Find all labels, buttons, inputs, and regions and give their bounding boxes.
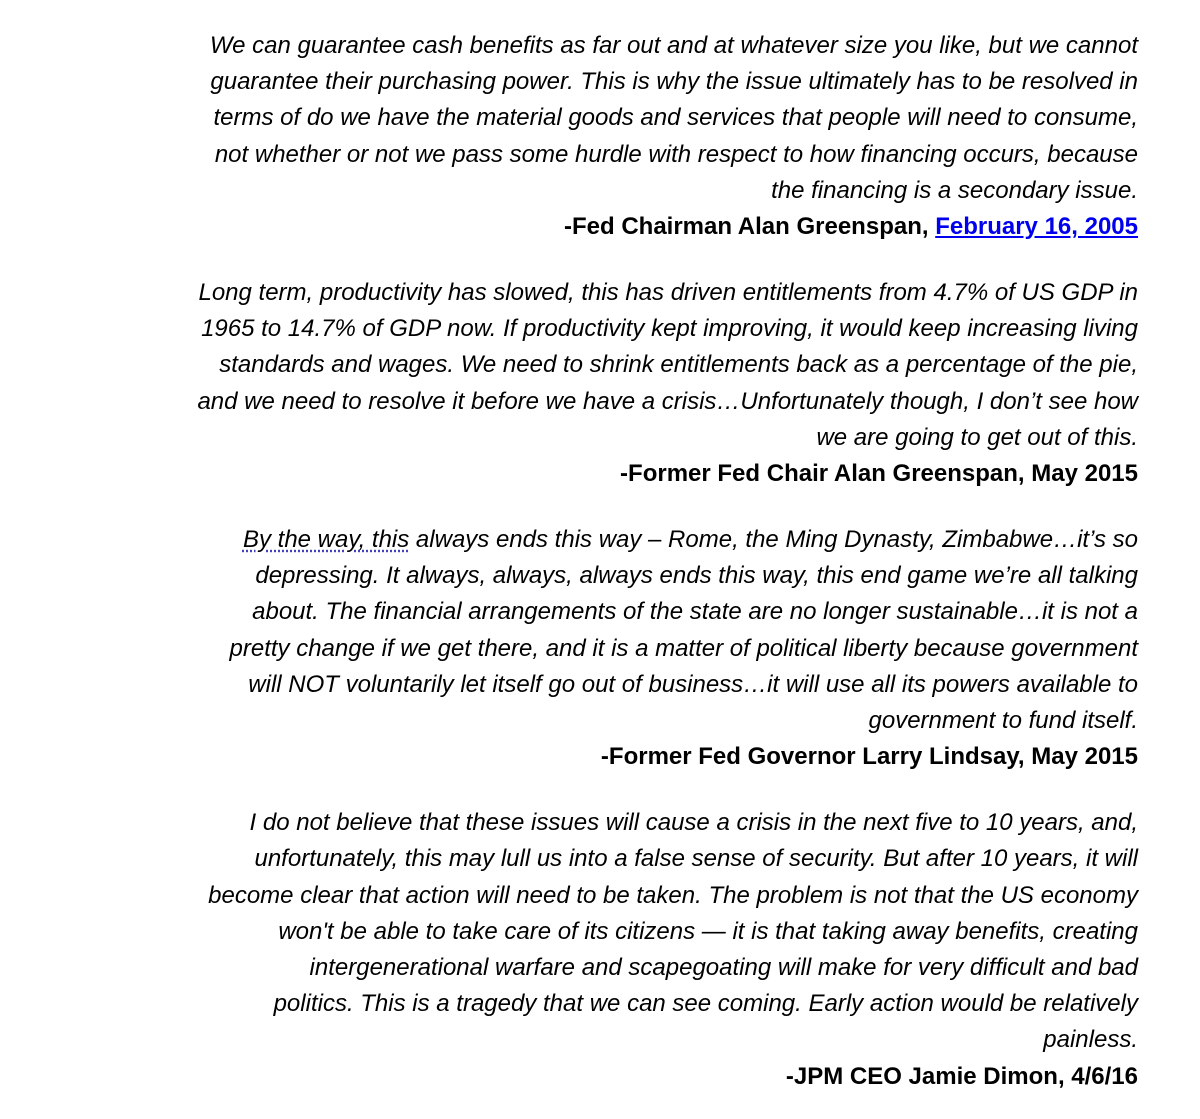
- quote-text: [40, 28, 1138, 209]
- quote-line: We can guarantee cash benefits as far out and at whatever size you like, but we cannot: [209, 32, 1138, 59]
- quote-line: will NOT voluntarily let itself go out of business…it will use all its powers available to: [248, 670, 1138, 698]
- attribution: -Former Fed Chair Alan Greenspan, May 2015: [620, 460, 1138, 488]
- quote-greenspan-2005: [40, 28, 1138, 245]
- quote-lindsay-2015: [40, 522, 1138, 775]
- quote-line: depressing. It always, always, always ends this way, this end game we’re all talking: [255, 562, 1138, 590]
- quote-line: unfortunately, this may lull us into a false sense of security. But after 10 years, it will: [254, 845, 1138, 873]
- quote-line: terms of do we have the material goods and services that people will need to consume,: [213, 104, 1138, 132]
- quote-greenspan-2015: [40, 275, 1138, 492]
- source-date-link[interactable]: February 16, 2005: [935, 213, 1138, 241]
- quote-line: politics. This is a tragedy that we can see coming. Early action would be relatively: [273, 990, 1138, 1018]
- quote-line: won't be able to take care of its citizens — it is that taking away benefits, creating: [278, 917, 1138, 945]
- quote-line: pretty change if we get there, and it is a matter of political liberty because government: [229, 634, 1138, 662]
- quote-line: government to fund itself.: [868, 707, 1138, 735]
- quote-text: [40, 275, 1138, 456]
- quote-line: and we need to resolve it before we have a crisis…Unfortunately though, I don’t see how: [197, 387, 1138, 415]
- attribution: -Former Fed Governor Larry Lindsay, May 2015: [600, 743, 1138, 771]
- quote-line: standards and wages. We need to shrink entitlements back as a percentage of the pie,: [219, 351, 1138, 379]
- quote-text: [40, 805, 1138, 1058]
- quote-line: Long term, productivity has slowed, this has driven entitlements from 4.7% of US GDP in: [198, 279, 1138, 307]
- quote-line: not whether or not we pass some hurdle with respect to how financing occurs, because: [214, 140, 1138, 168]
- attribution: -JPM CEO Jamie Dimon, 4/6/16: [785, 1062, 1138, 1090]
- quote-line: intergenerational warfare and scapegoating will make for very difficult and bad: [309, 954, 1138, 982]
- quote-line: painless.: [1043, 1026, 1138, 1054]
- quote-text: [40, 522, 1138, 739]
- attribution-text: -Fed Chairman Alan Greenspan,: [564, 213, 936, 241]
- quote-line: become clear that action will need to be taken. The problem is not that the US economy: [208, 881, 1138, 909]
- quote-line: the financing is a secondary issue.: [771, 176, 1138, 204]
- quote-dimon-2016: [40, 805, 1138, 1094]
- quote-line: I do not believe that these issues will cause a crisis in the next five to 10 years, and,: [249, 809, 1138, 837]
- quote-line: about. The financial arrangements of the state are no longer sustainable…it is not a: [252, 598, 1138, 626]
- quote-line: guarantee their purchasing power. This is why the issue ultimately has to be resolved in: [210, 68, 1138, 96]
- quote-line: always ends this way – Rome, the Ming Dynasty, Zimbabwe…it’s so: [409, 526, 1138, 554]
- quote-line: we are going to get out of this.: [816, 423, 1138, 451]
- spellcheck-marked-phrase: By the way, this: [242, 526, 410, 554]
- attribution: [40, 209, 1138, 245]
- quote-line: 1965 to 14.7% of GDP now. If productivity kept improving, it would keep increasing living: [201, 315, 1138, 343]
